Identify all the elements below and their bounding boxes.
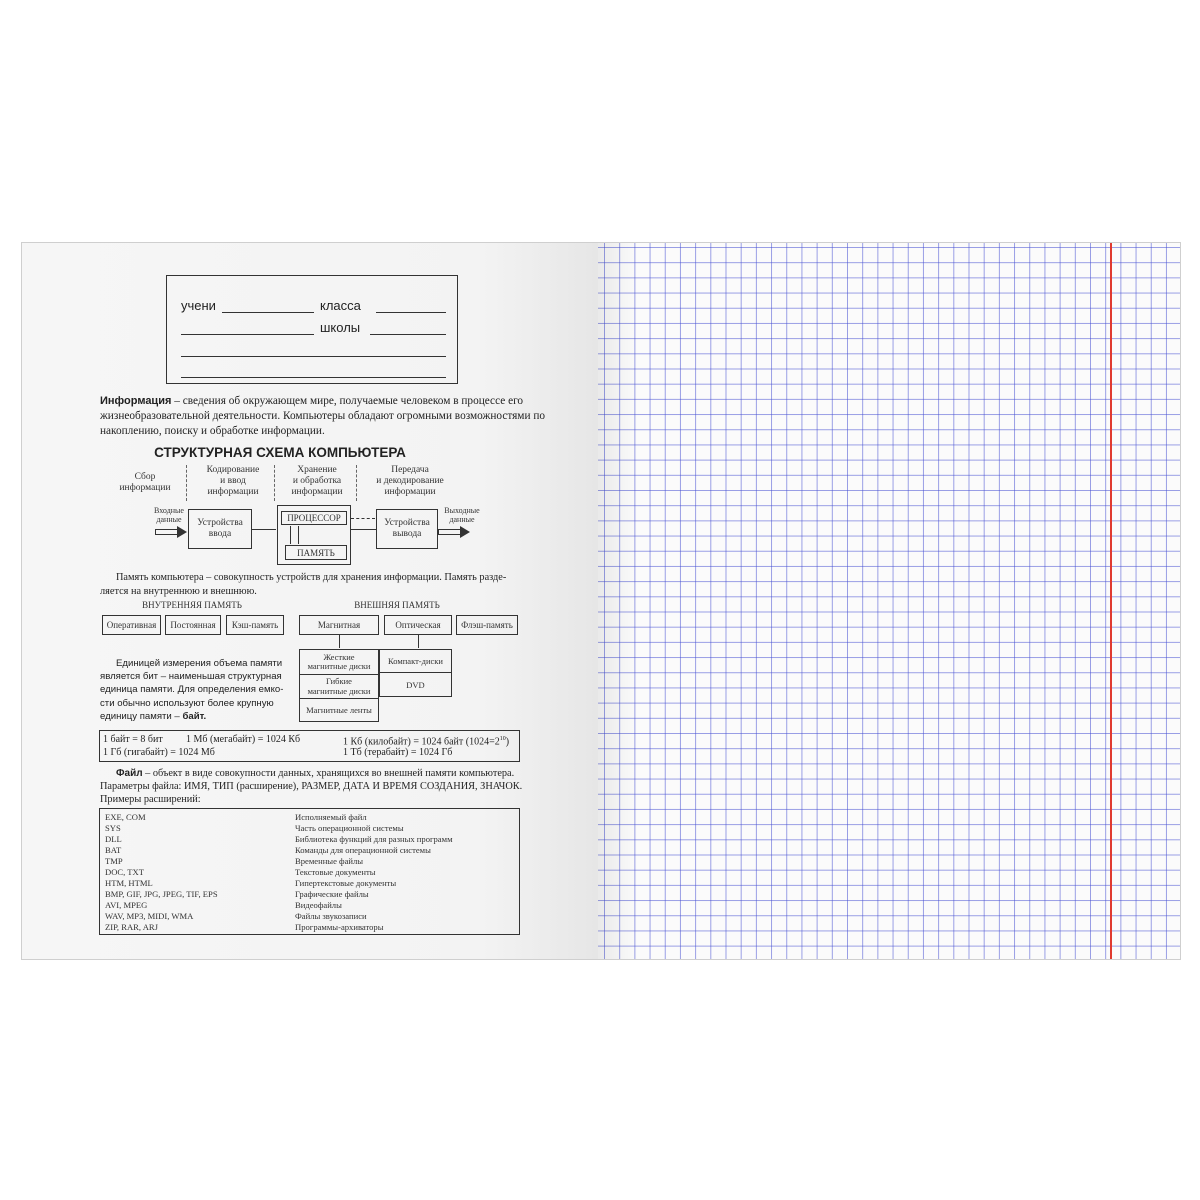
memory-line-1: Память компьютера – совокупность устройств для хранения информации. Память разде-	[116, 572, 507, 583]
stage-label: Передача и декодирование информации	[376, 465, 444, 497]
unit-byte: 1 байт = 8 бит	[103, 734, 163, 745]
blank-line[interactable]	[181, 334, 314, 335]
table-row: Файлы звукозаписи	[295, 911, 367, 921]
magnetic-item: Магнитные ленты	[306, 705, 372, 715]
magnetic-item: Жесткие магнитные диски	[300, 650, 378, 675]
output-arrowhead-icon	[460, 526, 470, 538]
down-arrow	[339, 635, 340, 648]
stage-divider	[274, 465, 275, 501]
class-label: класса	[320, 298, 361, 313]
file-line-3: Примеры расширений:	[100, 794, 201, 805]
flow-arrow	[351, 518, 375, 519]
school-label: школы	[320, 320, 361, 335]
unit-line: единица памяти. Для определения емко-	[100, 684, 284, 696]
stage-label: Хранение и обработка информации	[291, 465, 343, 497]
table-row: Программы-архиваторы	[295, 922, 384, 932]
optical-item: Компакт-диски	[380, 650, 451, 673]
input-arrow-icon	[155, 529, 177, 535]
scheme-title: СТРУКТУРНАЯ СХЕМА КОМПЬЮТЕРА	[154, 445, 406, 460]
optical-item: DVD	[406, 679, 425, 690]
file-line-1: Файл – объект в виде совокупности данных, хранящихся во внешней памяти компьютера.	[116, 768, 515, 779]
stage-label: Сбор информации	[119, 472, 171, 493]
table-row: WAV, MP3, MIDI, WMA	[105, 911, 194, 921]
external-memory-item: Оптическая	[384, 615, 452, 635]
notebook-spread	[21, 242, 1181, 960]
internal-memory-item: Оперативная	[102, 615, 161, 635]
unit-line: является бит – наименьшая структурная	[100, 671, 282, 683]
file-line-2: Параметры файла: ИМЯ, ТИП (расширение), РАЗМЕР, ДАТА И ВРЕМЯ СОЗДАНИЯ, ЗНАЧОК.	[100, 781, 523, 792]
table-row: Библиотека функций для разных программ	[295, 834, 453, 844]
down-arrow	[418, 635, 419, 648]
table-row: Гипертекстовые документы	[295, 878, 397, 888]
external-memory-item: Магнитная	[299, 615, 379, 635]
flow-arrow	[252, 529, 276, 530]
table-row: DOC, TXT	[105, 867, 144, 877]
optical-list	[379, 649, 452, 697]
owner-name-box	[166, 275, 458, 384]
unit-paragraph	[100, 657, 300, 723]
internal-memory-item: Кэш-память	[226, 615, 284, 635]
right-page-grid	[598, 243, 1180, 959]
extensions-table	[99, 808, 520, 935]
unit-terabyte: 1 Тб (терабайт) = 1024 Гб	[343, 747, 453, 758]
processor-box: ПРОЦЕССОР	[281, 511, 347, 525]
unit-kilobyte: 1 Кб (килобайт) = 1024 байт $(1024=2^{10})$	[343, 736, 510, 748]
table-row: TMP	[105, 856, 123, 866]
table-row: Команды для операционной системы	[295, 845, 431, 855]
table-row: HTM, HTML	[105, 878, 153, 888]
output-data-label: Выходные данные	[444, 506, 480, 524]
units-box	[99, 730, 520, 762]
input-arrowhead-icon	[177, 526, 187, 538]
table-row: AVI, MPEG	[105, 900, 148, 910]
blank-line[interactable]	[181, 356, 446, 357]
output-arrow-icon	[438, 529, 460, 535]
school-line[interactable]	[370, 334, 446, 335]
stage-label: Кодирование и ввод информации	[206, 465, 260, 497]
left-page-cover	[22, 243, 598, 959]
magnetic-item: Гибкие магнитные диски	[300, 675, 378, 699]
table-row: DLL	[105, 834, 122, 844]
flow-arrow	[351, 529, 376, 530]
table-row: Исполняемый файл	[295, 812, 367, 822]
unit-gigabyte: 1 Гб (гигабайт) = 1024 Мб	[103, 747, 215, 758]
external-memory-title: ВНЕШНЯЯ ПАМЯТЬ	[354, 600, 440, 610]
table-row: Временные файлы	[295, 856, 364, 866]
external-memory-item: Флэш-память	[456, 615, 518, 635]
blank-line[interactable]	[181, 377, 446, 378]
unit-line: сти обычно используют более крупную	[100, 697, 274, 709]
unit-line: Единицей измерения объема памяти	[116, 658, 283, 669]
memory-box: ПАМЯТЬ	[285, 545, 347, 560]
info-line-2: жизнеобразовательной деятельности. Компьютеры обладают огромными возможностями по	[100, 410, 546, 422]
unit-line: единицу памяти – байт.	[100, 710, 207, 722]
table-row: Текстовые документы	[295, 867, 376, 877]
magnetic-list	[299, 649, 379, 722]
memory-line-2: ляется на внутреннюю и внешнюю.	[100, 586, 257, 597]
stage-divider	[186, 465, 187, 501]
table-row: ZIP, RAR, ARJ	[105, 922, 159, 932]
table-row: BMP, GIF, JPG, JPEG, TIF, EPS	[105, 889, 218, 899]
table-row: BAT	[105, 845, 122, 855]
stage-divider	[356, 465, 357, 501]
table-row: Часть операционной системы	[295, 823, 404, 833]
class-line[interactable]	[376, 312, 446, 313]
input-devices-box: Устройства ввода	[188, 509, 252, 549]
unit-megabyte: 1 Мб (мегабайт) = 1024 Кб	[186, 734, 301, 745]
bus-line	[290, 526, 291, 544]
red-margin-line	[1110, 243, 1112, 959]
internal-memory-title: ВНУТРЕННЯЯ ПАМЯТЬ	[142, 600, 242, 610]
output-devices-box: Устройства вывода	[376, 509, 438, 549]
table-row: Графические файлы	[295, 889, 369, 899]
table-row: EXE, COM	[105, 812, 146, 822]
table-row: SYS	[105, 823, 121, 833]
bus-line	[298, 526, 299, 544]
internal-memory-item: Постоянная	[165, 615, 221, 635]
input-data-label: Входные данные	[154, 506, 184, 524]
student-name-line[interactable]	[222, 312, 314, 313]
table-row: Видеофайлы	[295, 900, 342, 910]
info-line-3: накоплению, поиску и обработке информации.	[100, 425, 325, 437]
info-line-1: Информация – сведения об окружающем мире, получаемые человеком в процессе его	[100, 395, 524, 407]
student-label: учени	[181, 298, 216, 313]
